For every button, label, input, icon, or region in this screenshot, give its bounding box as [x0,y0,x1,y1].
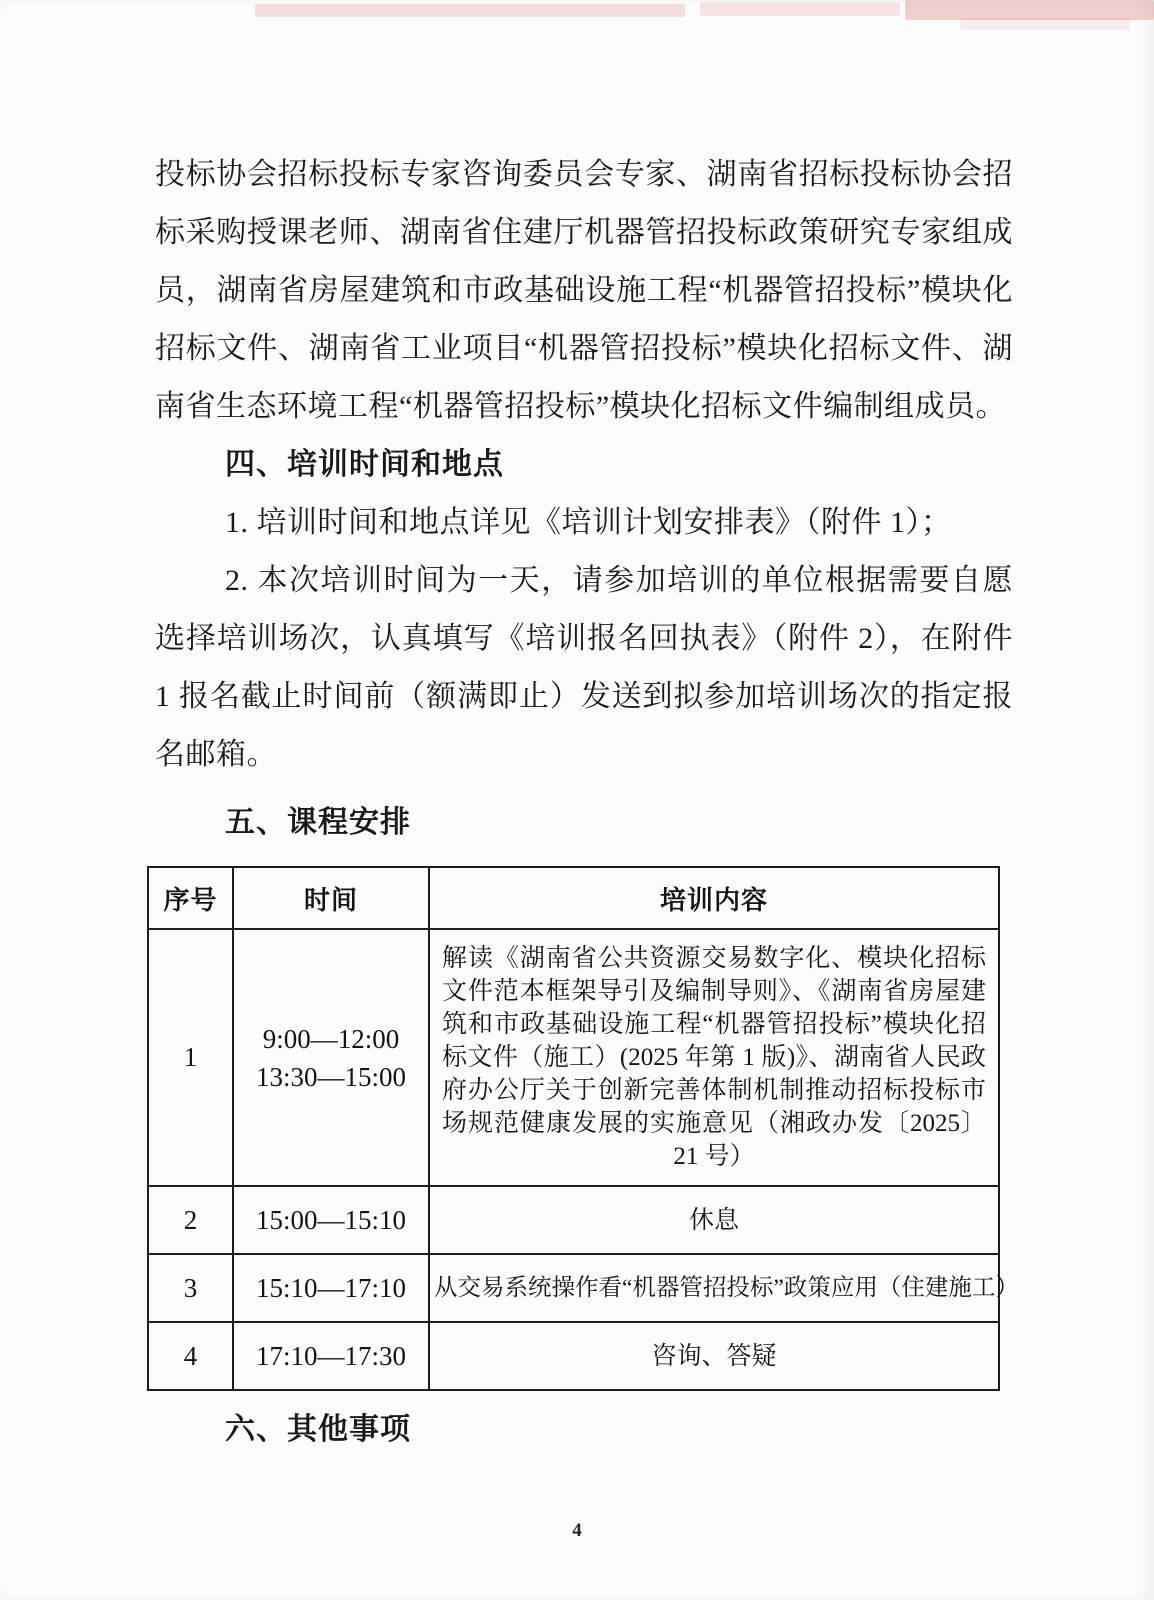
row-content: 解读《湖南省公共资源交易数字化、模块化招标文件范本框架导引及编制导则》、《湖南省房屋建筑和市政基础设施工程“机器管招投标”模块化招标文件（施工）(2025 年第 1 版)》、湖南省人民政府办公厅关于创新完善体制机制推动招标投标市场规范健康发展的实施意见（湘政办发〔2025〕21 号） [429,929,999,1186]
list-item-registration-instructions: 2. 本次培训时间为一天，请参加培训的单位根据需要自愿选择培训场次，认真填写《培训报名回执表》（附件 2），在附件 1 报名截止时间前（额满即止）发送到拟参加培训场次的指定报名邮箱。 [155,564,1013,771]
row-time: 17:10—17:30 [233,1322,429,1390]
section-heading-other-matters: 六、其他事项 [225,1413,411,1446]
list-item-training-schedule-reference: 1. 培训时间和地点详见《培训计划安排表》（附件 1）； [225,506,952,539]
column-header-number: 序号 [148,867,233,929]
table-row [148,929,999,1186]
table-row [148,1186,999,1254]
red-letterhead-artifact [700,2,900,16]
time-afternoon: 13:30—15:00 [255,1061,406,1092]
row-content: 从交易系统操作看“机器管招投标”政策应用（住建施工） [429,1254,999,1322]
row-number: 4 [148,1322,233,1390]
table-header-row [148,867,999,929]
row-time: 15:10—17:10 [233,1254,429,1322]
red-letterhead-artifact [905,0,1154,20]
page-number: 4 [572,1520,582,1541]
paragraph-expert-roles: 投标协会招标投标专家咨询委员会专家、湖南省招标投标协会招标采购授课老师、湖南省住建厅机器管招投标政策研究专家组成员，湖南省房屋建筑和市政基础设施工程“机器管招投标”模块化招标文件、湖南省工业项目“机器管招投标”模块化招标文件、湖南省生态环境工程“机器管招投标”模块化招标文件编制组成员。 [155,158,1013,423]
red-letterhead-artifact [255,4,685,17]
row-number: 1 [148,929,233,1186]
section-heading-course-arrangement: 五、课程安排 [225,806,411,839]
row-number: 2 [148,1186,233,1254]
row-time: 15:00—15:10 [233,1186,429,1254]
section-heading-training-time-location: 四、培训时间和地点 [225,448,504,481]
column-header-time: 时间 [233,867,429,929]
column-header-content: 培训内容 [429,867,999,929]
row-content: 咨询、答疑 [429,1322,999,1390]
row-number: 3 [148,1254,233,1322]
row-content: 休息 [429,1186,999,1254]
time-morning: 9:00—12:00 [262,1023,400,1054]
table-row [148,1254,999,1322]
table-row [148,1322,999,1390]
red-letterhead-artifact [960,18,1130,30]
row-time [233,929,429,1186]
document-body [155,146,1019,1459]
course-schedule-table [147,866,1019,1391]
